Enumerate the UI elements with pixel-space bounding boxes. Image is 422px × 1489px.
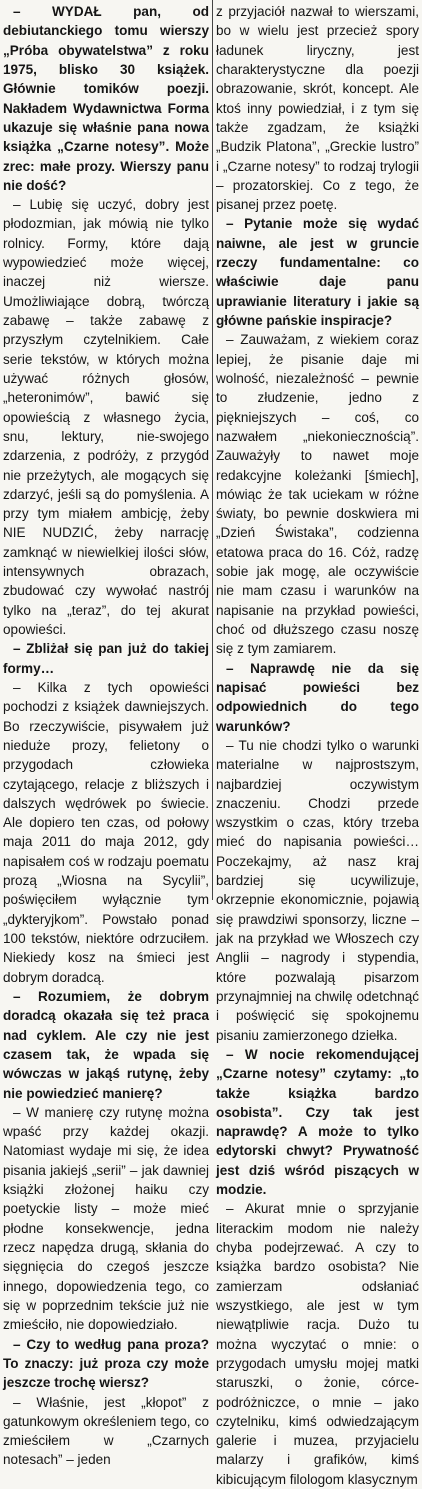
answer-paragraph: – Lubię się uczyć, dobry jest płodozmian, jak mówią nie tylko rolnicy. Formy, które dają wypowiedzieć może więcej, inaczej niż wiersze. Umożliwiające dobrą, twórczą zabawę – także zabawę z przyszłym czytelnikiem. Całe serie tekstów, w których można używać różnych głosów, „heteronimów”, bawić się opowieścią z własnego życia, snu, lektury, nie-swojego zdarzenia, z podróży, z przygód nie przeżytych, ale mogących się zdarzyć, jeśli są do pomyślenia. A przy tym miałem ambicję, żeby NIE NUDZIĆ, żeby narrację zamknąć w niewielkiej ilości słów, intensywnych obrazach, zbudować czy wywołać nastrój tylko na „teraz”, do tej akurat opowieści. (3, 197, 209, 637)
column-divider (212, 0, 213, 900)
question-paragraph: – Czy to według pana proza? To znaczy: już proza czy może jeszcze trochę wiersz? (3, 1336, 209, 1391)
answer-paragraph: – W manierę czy rutynę można wpaść przy każdej okazji. Natomiast wydaje mi się, że idea pisania jakiejś „serii” – jak dawniej książki złożonej haiku czy poetyckie listy – może mieć płodne konsekwencje, jedna rzecz napędza drugą, skłania do sięgnięcia do czegoś jeszcze innego, dopowiedzenia tego, co się w poprzednim tekście już nie zmieściło, nie dopowiedziało. (3, 1104, 209, 1333)
answer-paragraph: – Tu nie chodzi tylko o warunki materialne w najprostszym, najbardziej oczywistym znaczeniu. Chodzi przede wszystkim o czas, który trzeba mieć do napisania powieści… Poczekajmy, aż nasz kraj bardziej się ucywilizuje, okrzepnie ekonomicznie, pojawią się prawdziwi sponsorzy, liczne – jak na przykład we Włoszech czy Anglii – nagrody i stypendia, które pozwalają pisarzom przynajmniej na chwilę odetchnąć i poświęcić się spokojnemu pisaniu zamierzonego dziełka. (216, 737, 419, 1043)
answer-paragraph: – Kilka z tych opowieści pochodzi z książek dawniejszych. Bo rzeczywiście, pisywałem już nieduże prozy, felietony o przygodach człowieka czytającego, relacje z bliższych i dalszych wędrówek po świecie. Ale dopiero ten czas, od połowy maja 2011 do maja 2012, gdy napisałem coś w rodzaju poematu prozą „Wiosna na Sycylii”, poświęciłem wyłącznie tym „dykteryjkom”. Powstało ponad 100 tekstów, niektóre odrzuciłem. Niekiedy kosz na śmieci jest dobrym doradcą. (3, 679, 209, 985)
answer-paragraph: – Właśnie, jest „kłopot” z gatunkowym określeniem tego, co zmieściłem w „Czarnych notesach” – jeden (3, 1394, 209, 1468)
answer-paragraph: z przyjaciół nazwał to wierszami, bo w wielu jest przecież spory ładunek liryczny, jest charakterystyczne dla poezji obrazowanie, skrót, koncept. Ale ktoś inny powiedział, i z tym się także zgadzam, że książki „Budzik Platona”, „Greckie lustro” i „Czarne notesy” to rodzaj trylogii – prozatorskiej. Co z tego, że pisanej przez poetę. (216, 4, 419, 213)
question-paragraph: – W nocie rekomendującej „Czarne notesy” czytamy: „to także książka bardzo osobista”. Czy tak jest naprawdę? A może to tylko edytorski chwyt? Prywatność jest dziś wśród piszących w modzie. (216, 1046, 419, 1198)
question-paragraph: – WYDAŁ pan, od debiutanckiego tomu wierszy „Próba obywatelstwa” z roku 1975, blisko 30 książek. Głównie tomików poezji. Nakładem Wydawnictwa Forma ukazuje się właśnie pana nowa książka „Czarne notesy”. Może zrec: małe prozy. Wierszy panu nie dość? (3, 4, 209, 193)
question-paragraph: – Pytanie może się wydać naiwne, ale jest w gruncie rzeczy fundamentalne: co właściwie daje panu uprawianie literatury i jakie są główne pańskie inspiracje? (216, 216, 419, 328)
answer-paragraph: – Akurat mnie o sprzyjanie literackim modom nie należy chyba podejrzewać. A czy to książka bardzo osobista? Nie zamierzam odsłaniać wszystkiego, ale jest w tym niewątpliwie racja. Dużo tu można wyczytać o mnie: o przygodach umysłu mojej matki staruszki, o żonie, córce-podróżniczce, o mnie – jako czytelniku, kimś odwiedzającym galerie i muzea, przyjacielu malarzy i grafików, kimś kibicującym filologom klasycznym (216, 1201, 419, 1487)
answer-paragraph: – Zauważam, z wiekiem coraz lepiej, że pisanie daje mi wolność, niezależność – pewnie to złudzenie, jedno z piękniejszych – coś, co nazwałem „niekoniecznością”. Zauważyły to nawet moje redakcyjne koleżanki [śmiech], mówiąc że tak uciekam w różne światy, bo pewnie doskwiera mi „Dzień Świstaka”, codzienna etatowa praca do 16. Cóż, radzę sobie jak mogę, ale oczywiście nie mam czasu i warunków na napisanie na przykład powieści, choć od dłuższego czasu noszę się z tym zamiarem. (216, 332, 419, 657)
question-paragraph: – Naprawdę nie da się napisać powieści bez odpowiednich do tego warunków? (216, 660, 419, 734)
interview-column-left (3, 0, 209, 1468)
question-paragraph: – Rozumiem, że dobrym doradcą okazała się też praca nad cyklem. Ale czy nie jest czasem tak, że wpada się wówczas w jakąś rutynę, żeby nie powiedzieć manierę? (3, 988, 209, 1101)
interview-column-right (216, 0, 419, 1487)
question-paragraph: – Zbliżał się pan już do takiej formy… (3, 641, 209, 676)
